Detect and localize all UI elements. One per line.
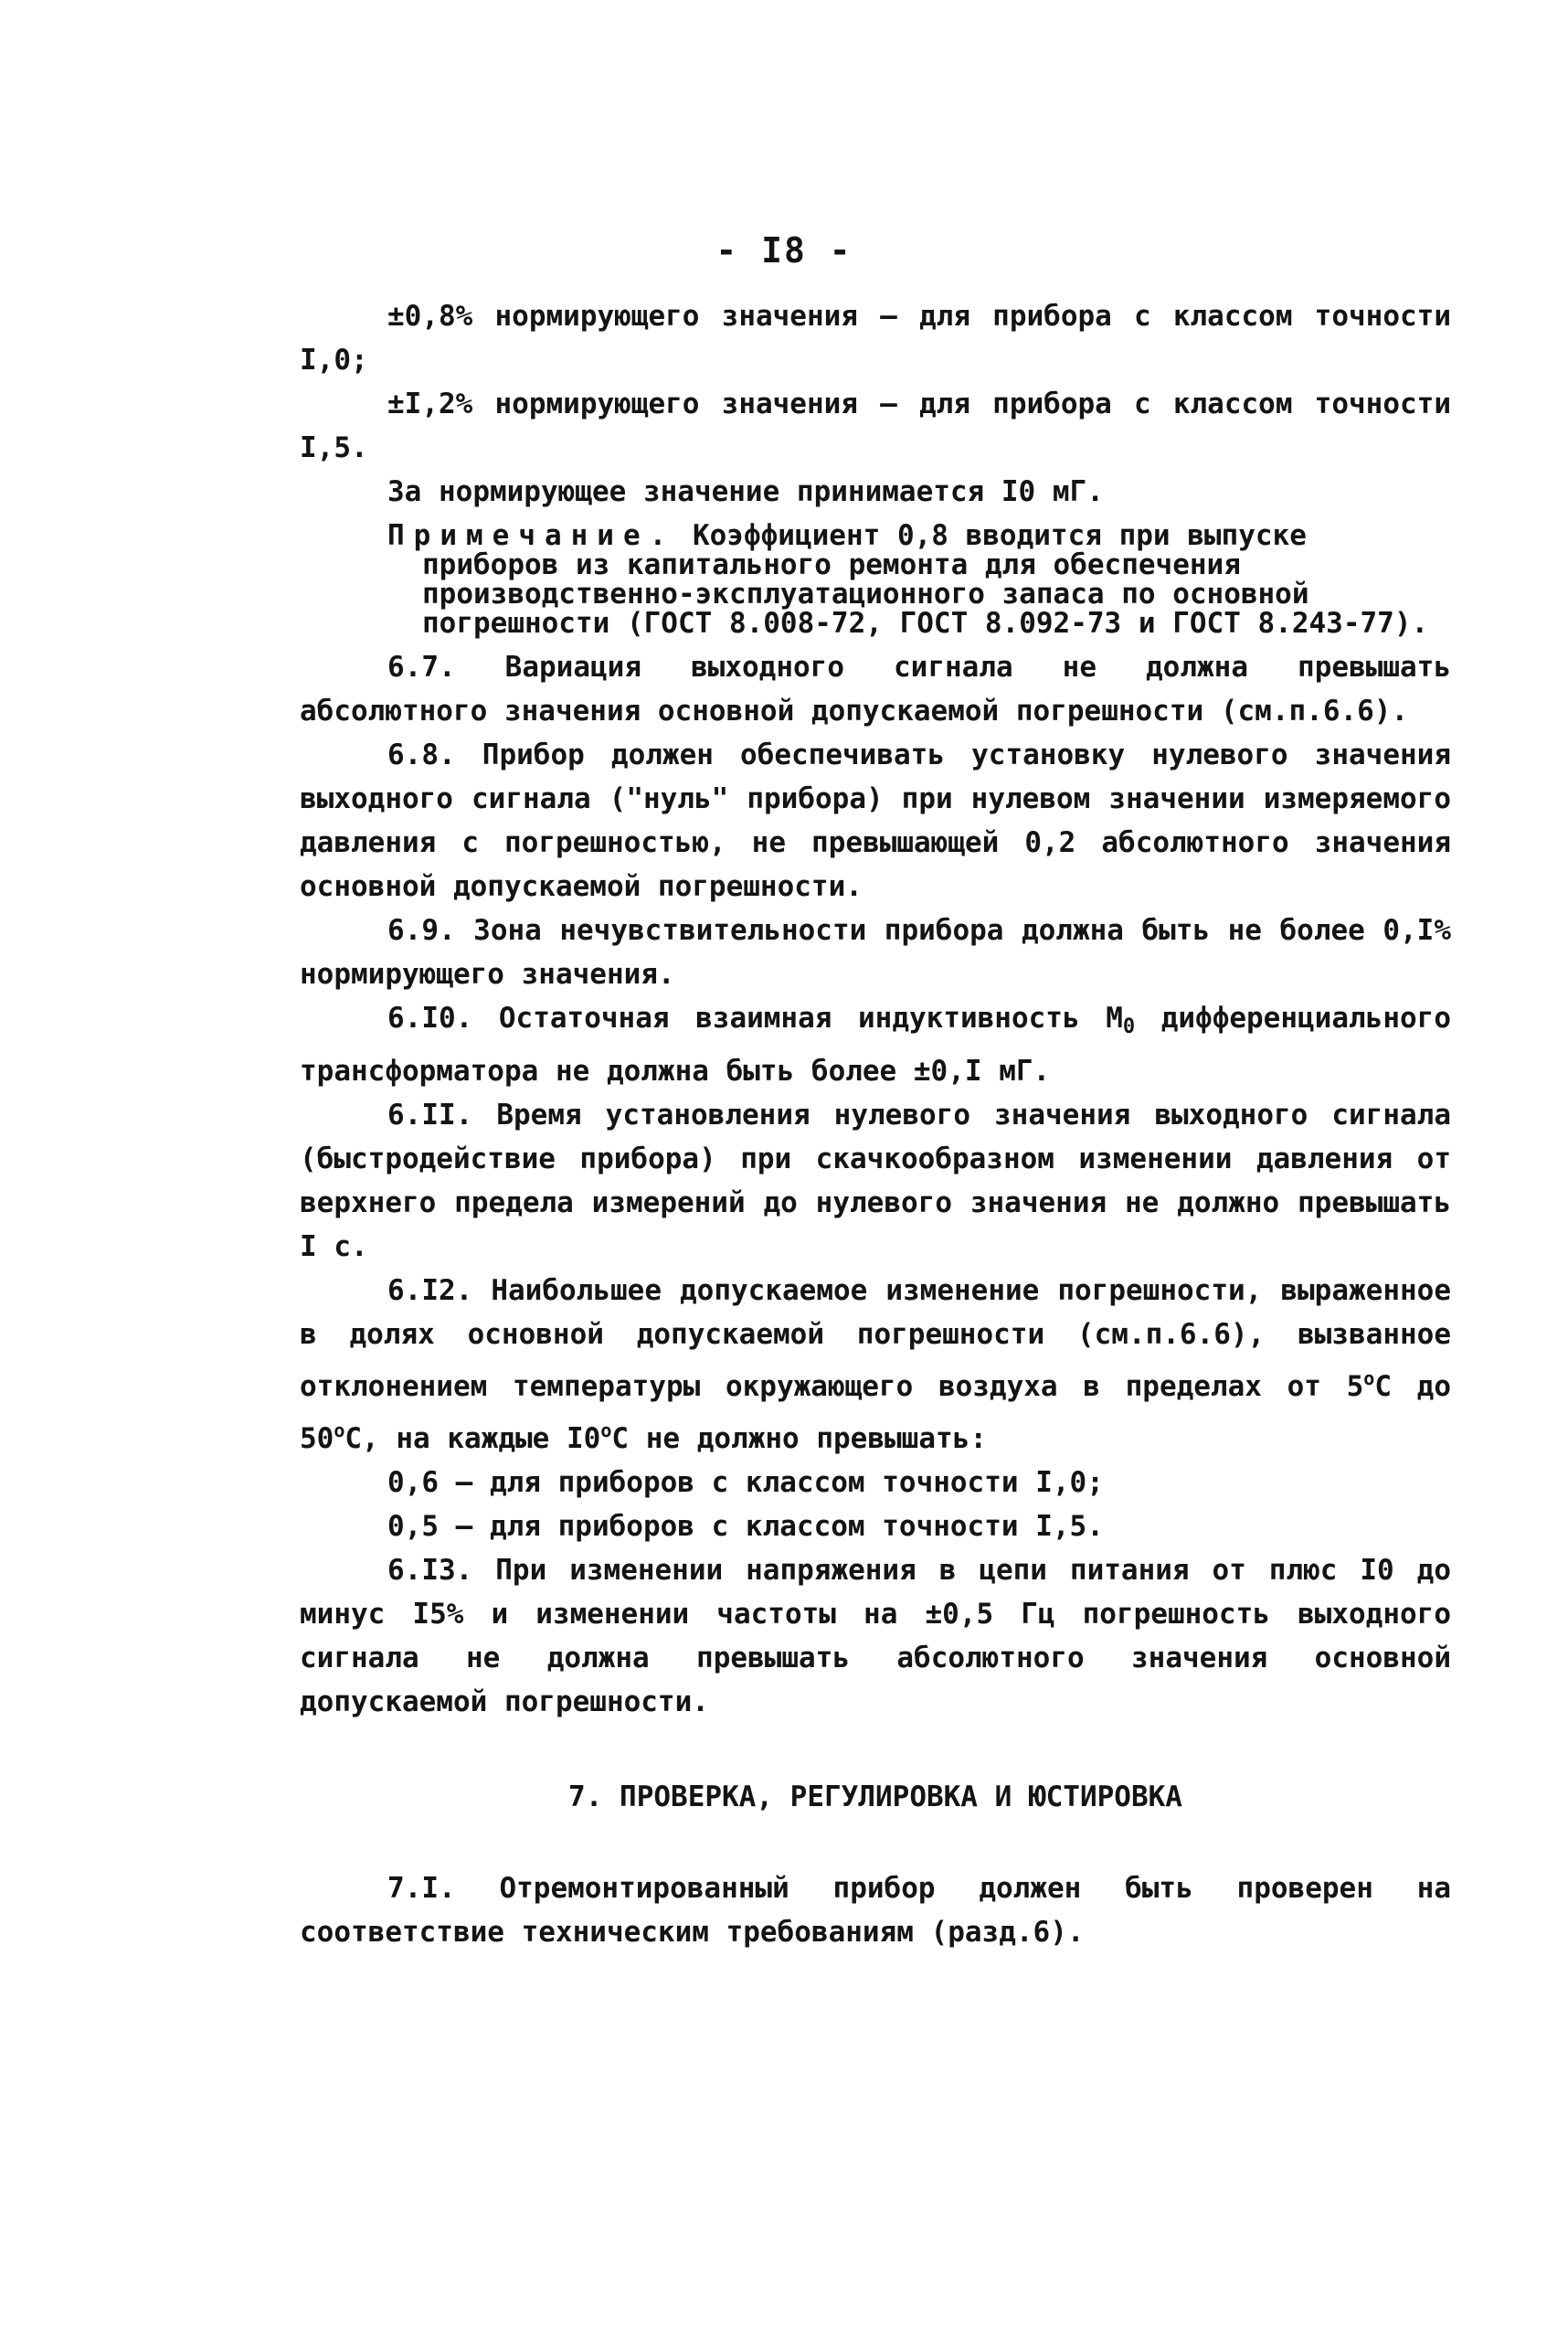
paragraph-6-12 <box>300 1269 1451 1461</box>
degree-mark-1: о <box>1363 1367 1375 1389</box>
paragraph-6-12-part-d: С не должно превышать: <box>611 1422 987 1455</box>
paragraph-6-7: 6.7. Вариация выходного сигнала не должна превышать абсолютного значения основной допускаемой погрешности (см.п.6.6). <box>300 651 1451 728</box>
paragraph-6-13: 6.I3. При изменении напряжения в цепи питания от плюс I0 до минус I5% и изменении частоты на ±0,5 Гц погрешность выходного сигнала не должна превышать абсолютного значения основной допускаемой погрешности. <box>300 1554 1451 1718</box>
paragraph-6-10-part-a: 6.I0. Остаточная взаимная индуктивность М <box>387 1002 1123 1035</box>
degree-mark-3: о <box>600 1419 612 1441</box>
paragraph-6-12-part-c: С, на каждые I0 <box>344 1422 601 1455</box>
paragraph-6-11: 6.II. Время установления нулевого значения выходного сигнала (быстродействие прибора) при скачкообразном изменении давления от верхнего предела измерений до нулевого значения не должно превышать I с. <box>300 1099 1451 1263</box>
paragraph-6-10 <box>300 996 1451 1093</box>
subscript-zero: 0 <box>1122 1015 1136 1038</box>
paragraph-tolerance-1-5: ±I,2% нормирующего значения – для прибора с классом точности I,5. <box>300 388 1451 464</box>
paragraph-6-12-part-b: С до 50 <box>300 1370 1451 1455</box>
paragraph-6-12-item-1: 0,6 – для приборов с классом точности I,0; <box>387 1466 1104 1499</box>
paragraph-normalizing-value: За нормирующее значение принимается I0 мГ. <box>387 475 1104 508</box>
paragraph-6-9: 6.9. Зона нечувствительности прибора должна быть не более 0,I% нормирующего значения. <box>300 914 1451 991</box>
note-text: Коэффициент 0,8 вводится при выпуске приборов из капитального ремонта для обеспечения производственно-эксплуатационного запаса по основной погрешности (ГОСТ 8.008-72, ГОСТ 8.092-73 и ГОСТ 8.243-77). <box>422 519 1429 640</box>
paragraph-6-12-item-2: 0,5 – для приборов с классом точности I,5. <box>387 1510 1104 1543</box>
degree-mark-2: о <box>334 1419 345 1441</box>
section-7-heading: 7. ПРОВЕРКА, РЕГУЛИРОВКА И ЮСТИРОВКА <box>568 1780 1182 1813</box>
body-text <box>300 294 1451 1954</box>
paragraph-6-10-part-b: дифференциального трансформатора не должна быть более ±0,I мГ. <box>300 1002 1451 1088</box>
paragraph-7-1: 7.I. Отремонтированный прибор должен быть проверен на соответствие техническим требованиям (разд.6). <box>300 1872 1451 1949</box>
page-number: - I8 - <box>715 230 853 271</box>
note-label: Примечание. <box>387 519 676 552</box>
note <box>300 521 1451 638</box>
paragraph-tolerance-1-0: ±0,8% нормирующего значения – для прибора с классом точности I,0; <box>300 300 1451 377</box>
paragraph-6-8: 6.8. Прибор должен обеспечивать установку нулевого значения выходного сигнала ("нуль" прибора) при нулевом значении измеряемого давления с погрешностью, не превышающей 0,2 абсолютного значения основной допускаемой погрешности. <box>300 739 1451 903</box>
paragraph-6-12-part-a: 6.I2. Наибольшее допускаемое изменение погрешности, выраженное в долях основной допускаемой погрешности (см.п.6.6), вызванное отклонением температуры окружающего воздуха в пределах от 5 <box>300 1274 1451 1403</box>
